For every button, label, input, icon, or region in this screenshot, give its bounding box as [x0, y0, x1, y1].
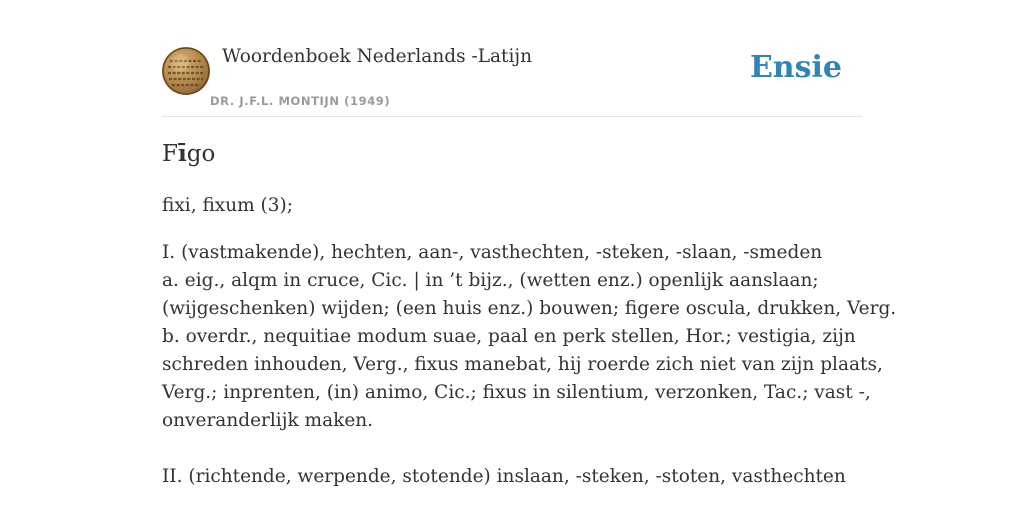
- entry-line: (wijgeschenken) wijden; (een huis enz.) bouwen; figere oscula, drukken, Verg.: [162, 298, 897, 319]
- entry-page: [162, 0, 897, 512]
- dictionary-header: [162, 0, 862, 117]
- entry-headword: [162, 140, 215, 167]
- entry-section-2: II. (richtende, werpende, stotende) inslaan, -steken, -stoten, vasthechten: [162, 466, 846, 487]
- entry-section-1: [162, 239, 897, 435]
- headword-start: F: [162, 141, 178, 167]
- dictionary-author: DR. J.F.L. MONTIJN (1949): [210, 94, 391, 108]
- entry-line: onveranderlijk maken.: [162, 410, 374, 431]
- entry-line: b. overdr., nequitiae modum suae, paal en perk stellen, Hor.; vestigia, zijn: [162, 326, 856, 347]
- entry-body: [162, 192, 897, 491]
- dictionary-seal-logo: [162, 47, 210, 95]
- entry-forms: fixi, fixum (3);: [162, 195, 293, 216]
- headword-end: go: [186, 141, 216, 167]
- dictionary-title[interactable]: Woordenboek Nederlands -Latijn: [222, 46, 533, 67]
- entry-line: Verg.; inprenten, (in) animo, Cic.; fixus in silentium, verzonken, Tac.; vast -,: [162, 382, 871, 403]
- entry-line: schreden inhouden, Verg., fixus manebat, hij roerde zich niet van zijn plaats,: [162, 354, 883, 375]
- ensie-logo-link[interactable]: Ensie: [749, 50, 842, 85]
- headword-long-vowel: ī: [177, 140, 187, 167]
- entry-line: a. eig., alqm in cruce, Cic. | in ’t bijz., (wetten enz.) openlijk aanslaan;: [162, 270, 819, 291]
- entry-line: I. (vastmakende), hechten, aan-, vasthechten, -steken, -slaan, -smeden: [162, 242, 823, 263]
